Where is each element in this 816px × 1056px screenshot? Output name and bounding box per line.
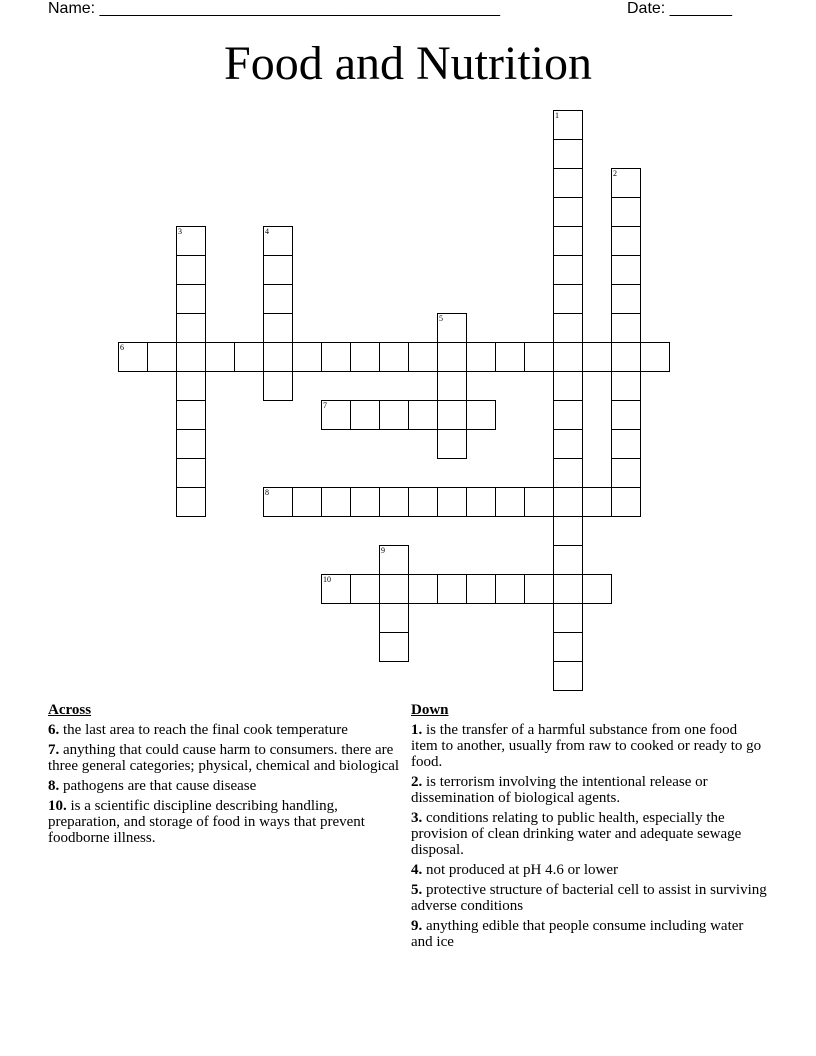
clue-item — [411, 722, 767, 770]
grid-cell[interactable] — [350, 574, 380, 604]
grid-cell[interactable] — [553, 313, 583, 343]
grid-cell[interactable] — [437, 429, 467, 459]
grid-cell[interactable] — [437, 342, 467, 372]
cell-number: 7 — [323, 401, 327, 410]
grid-cell[interactable] — [524, 342, 554, 372]
grid-cell[interactable] — [176, 458, 206, 488]
clue-number: 3. — [411, 810, 423, 826]
grid-cell[interactable] — [466, 574, 496, 604]
clue-item — [48, 722, 404, 738]
clue-text: protective structure of bacterial cell to assist in surviving adverse conditions — [411, 882, 767, 914]
clue-item — [411, 862, 767, 878]
clue-text: conditions relating to public health, especially the provision of clean drinking water and adequate sewage disposal. — [411, 810, 742, 858]
grid-cell[interactable] — [263, 255, 293, 285]
grid-cell[interactable] — [553, 371, 583, 401]
grid-cell[interactable] — [408, 487, 438, 517]
page-title: Food and Nutrition — [224, 37, 592, 90]
date-field: Date: _______ — [627, 0, 732, 17]
grid-cell[interactable] — [466, 342, 496, 372]
grid-cell[interactable] — [553, 429, 583, 459]
grid-cell[interactable] — [321, 400, 351, 430]
grid-cell[interactable] — [495, 342, 525, 372]
clue-text: pathogens are that cause disease — [59, 778, 257, 794]
clue-item — [411, 918, 767, 950]
grid-cell[interactable] — [611, 487, 641, 517]
clue-item — [411, 882, 767, 914]
grid-cell[interactable] — [118, 342, 148, 372]
grid-cell[interactable] — [379, 400, 409, 430]
clue-item — [48, 798, 404, 846]
grid-cell[interactable] — [176, 313, 206, 343]
grid-cell[interactable] — [379, 545, 409, 575]
grid-cell[interactable] — [408, 400, 438, 430]
grid-cell[interactable] — [437, 574, 467, 604]
grid-cell[interactable] — [553, 661, 583, 691]
grid-cell[interactable] — [553, 197, 583, 227]
clue-text: the last area to reach the final cook temperature — [59, 722, 348, 738]
grid-cell[interactable] — [611, 284, 641, 314]
grid-cell[interactable] — [350, 487, 380, 517]
grid-cell[interactable] — [176, 226, 206, 256]
grid-cell[interactable] — [147, 342, 177, 372]
grid-cell[interactable] — [176, 284, 206, 314]
grid-cell[interactable] — [611, 400, 641, 430]
grid-cell[interactable] — [205, 342, 235, 372]
cell-number: 8 — [265, 488, 269, 497]
clue-number: 5. — [411, 882, 423, 898]
cell-number: 1 — [555, 111, 559, 120]
grid-cell[interactable] — [234, 342, 264, 372]
grid-cell[interactable] — [379, 632, 409, 662]
grid-cell[interactable] — [524, 487, 554, 517]
clue-text: is a scientific discipline describing handling, preparation, and storage of food in ways that prevent foodborne illness. — [48, 798, 365, 846]
grid-cell[interactable] — [176, 429, 206, 459]
cell-number: 4 — [265, 227, 269, 236]
grid-cell[interactable] — [611, 458, 641, 488]
down-clue-list — [411, 722, 767, 950]
cell-number: 3 — [178, 227, 182, 236]
cell-number: 9 — [381, 546, 385, 555]
grid-cell[interactable] — [611, 197, 641, 227]
down-heading: Down — [411, 702, 449, 718]
grid-cell[interactable] — [553, 342, 583, 372]
across-heading: Across — [48, 702, 92, 718]
cell-number: 2 — [613, 169, 617, 178]
grid-cell[interactable] — [437, 487, 467, 517]
grid-cell[interactable] — [553, 458, 583, 488]
grid-cell[interactable] — [321, 487, 351, 517]
grid-cell[interactable] — [263, 313, 293, 343]
cell-number: 5 — [439, 314, 443, 323]
grid-cell[interactable] — [408, 574, 438, 604]
clue-number: 9. — [411, 918, 423, 934]
clue-item — [48, 742, 404, 774]
grid-cell[interactable] — [553, 487, 583, 517]
grid-cell[interactable] — [176, 487, 206, 517]
grid-cell[interactable] — [611, 313, 641, 343]
clue-item — [411, 810, 767, 858]
grid-cell[interactable] — [611, 429, 641, 459]
grid-cell[interactable] — [553, 632, 583, 662]
grid-cell[interactable] — [176, 400, 206, 430]
grid-cell[interactable] — [553, 603, 583, 633]
grid-cell[interactable] — [553, 226, 583, 256]
grid-cell[interactable] — [408, 342, 438, 372]
grid-cell[interactable] — [553, 545, 583, 575]
grid-cell[interactable] — [350, 342, 380, 372]
grid-cell[interactable] — [379, 342, 409, 372]
name-field: Name: _____________________________________________ — [48, 0, 500, 17]
grid-cell[interactable] — [176, 371, 206, 401]
grid-cell[interactable] — [379, 574, 409, 604]
clue-item — [48, 778, 404, 794]
grid-cell[interactable] — [495, 574, 525, 604]
grid-cell[interactable] — [524, 574, 554, 604]
grid-cell[interactable] — [553, 516, 583, 546]
grid-cell[interactable] — [321, 342, 351, 372]
grid-cell[interactable] — [263, 371, 293, 401]
clue-number: 6. — [48, 722, 60, 738]
clue-number: 4. — [411, 862, 423, 878]
clue-number: 1. — [411, 722, 423, 738]
grid-cell[interactable] — [437, 313, 467, 343]
grid-cell[interactable] — [263, 342, 293, 372]
across-clue-list — [48, 722, 404, 846]
grid-cell[interactable] — [350, 400, 380, 430]
cell-number: 10 — [323, 575, 331, 584]
clue-number: 10. — [48, 798, 67, 814]
grid-cell[interactable] — [466, 487, 496, 517]
clue-text: is the transfer of a harmful substance from one food item to another, usually from raw to cooked or ready to go food. — [411, 722, 762, 770]
grid-cell[interactable] — [292, 342, 322, 372]
grid-cell[interactable] — [292, 487, 322, 517]
grid-cell[interactable] — [640, 342, 670, 372]
grid-cell[interactable] — [553, 139, 583, 169]
grid-cell[interactable] — [176, 255, 206, 285]
grid-cell[interactable] — [437, 371, 467, 401]
clue-item — [411, 774, 767, 806]
grid-cell[interactable] — [582, 342, 612, 372]
grid-cell[interactable] — [553, 110, 583, 140]
grid-cell[interactable] — [379, 603, 409, 633]
grid-cell[interactable] — [263, 284, 293, 314]
grid-cell[interactable] — [611, 226, 641, 256]
grid-cell[interactable] — [321, 574, 351, 604]
cell-number: 6 — [120, 343, 124, 352]
grid-cell[interactable] — [582, 487, 612, 517]
grid-cell[interactable] — [611, 255, 641, 285]
clue-number: 2. — [411, 774, 423, 790]
clue-text: anything that could cause harm to consumers. there are three general categories; physical, chemical and biological — [48, 742, 400, 774]
grid-cell[interactable] — [553, 168, 583, 198]
grid-cell[interactable] — [437, 400, 467, 430]
grid-cell[interactable] — [611, 168, 641, 198]
grid-cell[interactable] — [495, 487, 525, 517]
grid-cell[interactable] — [263, 487, 293, 517]
clue-number: 7. — [48, 742, 60, 758]
grid-cell[interactable] — [582, 574, 612, 604]
grid-cell[interactable] — [553, 284, 583, 314]
down-clues — [411, 702, 767, 954]
across-clues — [48, 702, 404, 850]
grid-cell[interactable] — [553, 255, 583, 285]
grid-cell[interactable] — [553, 400, 583, 430]
grid-cell[interactable] — [379, 487, 409, 517]
clue-text: not produced at pH 4.6 or lower — [422, 862, 619, 878]
grid-cell[interactable] — [466, 400, 496, 430]
grid-cell[interactable] — [611, 371, 641, 401]
grid-cell[interactable] — [553, 574, 583, 604]
grid-cell[interactable] — [611, 342, 641, 372]
clue-number: 8. — [48, 778, 60, 794]
clue-text: is terrorism involving the intentional release or dissemination of biological agents. — [411, 774, 708, 806]
clue-text: anything edible that people consume including water and ice — [411, 918, 744, 950]
grid-cell[interactable] — [176, 342, 206, 372]
grid-cell[interactable] — [263, 226, 293, 256]
